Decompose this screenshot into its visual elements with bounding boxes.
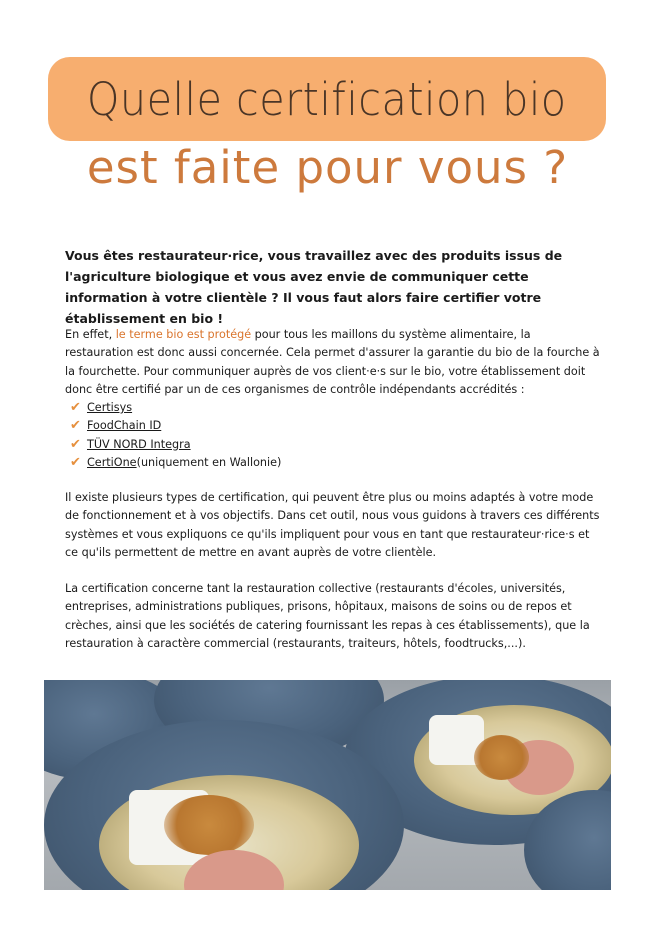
certifier-list	[70, 399, 281, 472]
list-item	[70, 436, 281, 454]
list-item	[70, 454, 281, 472]
list-item	[70, 417, 281, 435]
tuv-nord-integra-link[interactable]: TÜV NORD Integra	[87, 437, 191, 451]
page-subtitle: est faite pour vous ?	[86, 141, 569, 194]
list-item	[70, 399, 281, 417]
crumbs-right	[474, 735, 529, 780]
foodchain-id-link[interactable]: FoodChain ID	[87, 419, 162, 433]
paragraph-scope: La certification concerne tant la restauration collective (restaurants d'écoles, universités, entreprises, administrations publiques, prisons, hôpitaux, maisons de soins ou de repos et crèches, ainsi que les sociétés de catering fournissant les repas à ces établissements), que la restauration à caractère commercial (restaurants, traiteurs, hôtels, foodtrucks,...).	[65, 582, 590, 650]
paragraph-bio-protected	[65, 326, 600, 399]
certisys-link[interactable]: Certisys	[87, 401, 133, 414]
certifier-note: (uniquement en Wallonie)	[136, 455, 282, 469]
intro-paragraph: Vous êtes restaurateur·rice, vous travaillez avec des produits issus de l'agriculture biologique et vous avez envie de communiquer cette information à votre clientèle ? Il vous faut alors faire certifier votre établissement en bio !	[65, 248, 563, 326]
checkmark-icon: ✔	[70, 400, 81, 415]
paragraph-text: En effet,	[65, 328, 116, 341]
paragraph-text: pour tous les maillons du système alimentaire, la restauration est donc aussi concernée. Cela permet d'assurer la garantie du bio de la fourche à la fourchette. Pour communiquer auprès de vos client·e·s sur le bio, votre établissement doit donc être certifié par un de ces organismes de contrôle indépendants accrédités :	[65, 328, 600, 396]
title-banner	[48, 57, 606, 141]
checkmark-icon: ✔	[70, 454, 81, 470]
crumbs-front	[164, 795, 254, 855]
certione-link[interactable]: CertiOne	[87, 455, 137, 469]
page-title: Quelle certification bio	[87, 72, 567, 126]
checkmark-icon: ✔	[70, 436, 81, 452]
paragraph-certification-types: Il existe plusieurs types de certification, qui peuvent être plus ou moins adaptés à votre mode de fonctionnement et à vos objectifs. Dans cet outil, nous vous guidons à travers ces différents systèmes et vous expliquons ce qu'ils impliquent pour vous en tant que restaurateur·rice·s et ce qu'ils permettent de mettre en avant auprès de votre clientèle.	[65, 491, 600, 559]
checkmark-icon: ✔	[70, 418, 81, 434]
highlighted-phrase: le terme bio est protégé	[115, 328, 252, 341]
food-photo	[44, 680, 611, 890]
